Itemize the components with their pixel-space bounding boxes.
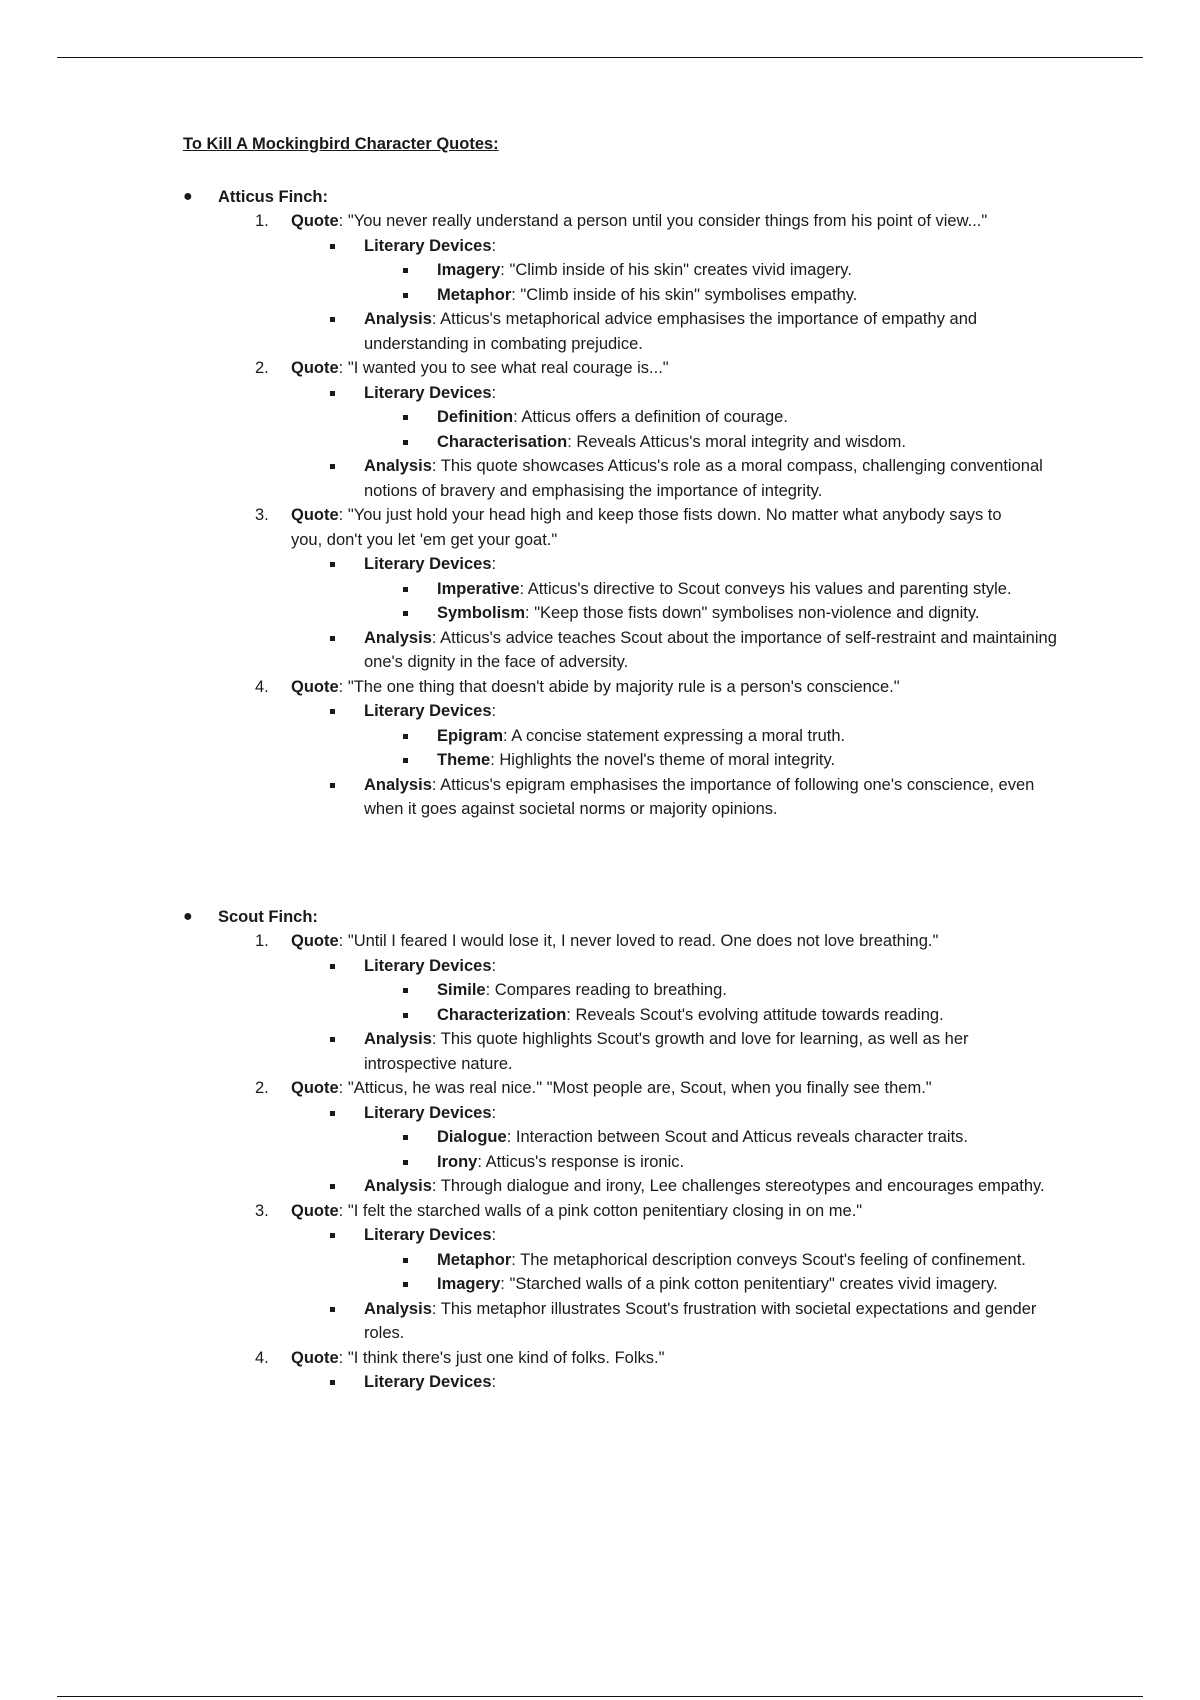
device-text: : Atticus's directive to Scout conveys his values and parenting style. <box>519 579 1012 598</box>
quote-label: Quote <box>291 1079 339 1097</box>
quote-text <box>291 356 1031 381</box>
quote-body: : "I wanted you to see what real courage is..." <box>338 359 669 377</box>
square-bullet-icon <box>330 1380 335 1385</box>
quote-number: 1. <box>255 212 269 230</box>
quote-item <box>183 1076 1083 1101</box>
device-name: Metaphor <box>437 1250 512 1269</box>
quote-body: : "I felt the starched walls of a pink cotton penitentiary closing in on me." <box>338 1201 863 1220</box>
analysis-text: : Through dialogue and irony, Lee challenges stereotypes and encourages empathy. <box>431 1177 1045 1195</box>
square-bullet-icon <box>403 1282 408 1287</box>
literary-devices-heading: Literary Devices: <box>183 1370 1064 1395</box>
square-bullet-icon <box>330 783 335 788</box>
analysis-label: Analysis <box>364 1030 432 1048</box>
device-item <box>183 1272 1067 1297</box>
quote-item <box>183 356 1083 381</box>
analysis-text: : Atticus's advice teaches Scout about the importance of self-restraint and maintaining one's dignity in the face of adversity. <box>364 628 1057 671</box>
square-bullet-icon <box>403 611 408 616</box>
square-bullet-icon <box>403 1258 408 1263</box>
square-bullet-icon <box>330 1037 335 1042</box>
device-text: : Atticus's response is ironic. <box>477 1152 685 1171</box>
bottom-rule <box>57 1696 1143 1697</box>
literary-devices-heading: Literary Devices: <box>183 381 1064 406</box>
quote-label: Quote <box>291 212 339 230</box>
analysis-item <box>183 1027 1064 1076</box>
device-text: : Atticus offers a definition of courage. <box>513 408 788 426</box>
literary-devices-label: Literary Devices <box>364 1373 492 1391</box>
square-bullet-icon <box>403 415 408 420</box>
square-bullet-icon <box>403 587 408 592</box>
literary-devices-heading: Literary Devices: <box>183 1223 1064 1248</box>
square-bullet-icon <box>330 1111 335 1116</box>
square-bullet-icon <box>403 268 408 273</box>
quote-label: Quote <box>291 932 339 950</box>
device-name: Metaphor <box>437 285 512 304</box>
device-item <box>183 1150 1067 1175</box>
quote-body: : "You just hold your head high and keep those fists down. No matter what anybody says to you, don't you let 'em get your goat." <box>291 506 1002 549</box>
literary-devices-label: Literary Devices <box>364 956 492 975</box>
quote-body: : "The one thing that doesn't abide by majority rule is a person's conscience." <box>338 677 900 696</box>
document-body <box>183 132 1083 1395</box>
top-rule <box>57 57 1143 58</box>
quote-text <box>291 675 1031 700</box>
square-bullet-icon <box>403 1135 408 1140</box>
character-name <box>183 905 1083 930</box>
device-text: : Interaction between Scout and Atticus reveals character traits. <box>506 1128 969 1146</box>
square-bullet-icon <box>403 293 408 298</box>
analysis-text: : This metaphor illustrates Scout's frustration with societal expectations and gender roles. <box>364 1299 1037 1342</box>
literary-devices-heading: Literary Devices: <box>183 1101 1064 1126</box>
device-text: : Highlights the novel's theme of moral integrity. <box>490 751 836 769</box>
bullet-icon: ● <box>183 187 193 205</box>
quote-item <box>183 503 1083 552</box>
quote-label: Quote <box>291 1348 339 1367</box>
square-bullet-icon <box>403 988 408 993</box>
character-section-atticus <box>183 185 1083 822</box>
device-text: : "Climb inside of his skin" symbolises empathy. <box>511 285 858 304</box>
device-item <box>183 601 1067 626</box>
analysis-item <box>183 454 1064 503</box>
quote-number: 2. <box>255 359 269 377</box>
quote-label: Quote <box>291 359 339 377</box>
device-name: Simile <box>437 981 486 999</box>
square-bullet-icon <box>403 440 408 445</box>
device-name: Epigram <box>437 726 504 745</box>
device-text: : Reveals Atticus's moral integrity and wisdom. <box>567 432 907 451</box>
literary-devices-label: Literary Devices <box>364 1103 492 1122</box>
quote-text <box>291 209 1031 234</box>
quote-item <box>183 1346 1083 1371</box>
device-name: Imagery <box>437 1275 501 1293</box>
device-text: : A concise statement expressing a moral truth. <box>503 726 846 745</box>
analysis-label: Analysis <box>364 1177 432 1195</box>
device-name: Characterisation <box>437 432 568 451</box>
analysis-label: Analysis <box>364 310 432 328</box>
analysis-text: : Atticus's epigram emphasises the importance of following one's conscience, even when it goes against societal norms or majority opinions. <box>364 775 1035 818</box>
quote-number: 4. <box>255 677 269 696</box>
literary-devices-label: Literary Devices <box>364 383 492 402</box>
analysis-item <box>183 626 1064 675</box>
literary-devices-label: Literary Devices <box>364 236 492 255</box>
device-text: : "Climb inside of his skin" creates vivid imagery. <box>500 261 852 279</box>
device-item <box>183 430 1067 455</box>
quote-label: Quote <box>291 677 339 696</box>
device-name: Dialogue <box>437 1128 507 1146</box>
quote-number: 3. <box>255 1201 269 1220</box>
square-bullet-icon <box>330 1184 335 1189</box>
device-name: Imperative <box>437 579 520 598</box>
quote-text <box>291 929 1031 954</box>
analysis-item <box>183 307 1064 356</box>
square-bullet-icon <box>330 709 335 714</box>
literary-devices-heading: Literary Devices: <box>183 699 1064 724</box>
device-item <box>183 1003 1067 1028</box>
device-name: Theme <box>437 751 491 769</box>
device-item <box>183 283 1067 308</box>
quote-text <box>291 1076 1031 1101</box>
quote-body: : "I think there's just one kind of folks. Folks." <box>338 1348 665 1367</box>
quote-item <box>183 209 1083 234</box>
square-bullet-icon <box>330 562 335 567</box>
analysis-text: : Atticus's metaphorical advice emphasises the importance of empathy and understanding in combating prejudice. <box>364 310 978 353</box>
square-bullet-icon <box>330 391 335 396</box>
square-bullet-icon <box>330 964 335 969</box>
device-text: : "Keep those fists down" symbolises non-violence and dignity. <box>525 604 980 622</box>
device-item <box>183 724 1067 749</box>
square-bullet-icon <box>403 734 408 739</box>
square-bullet-icon <box>403 1013 408 1018</box>
character-name <box>183 185 1083 210</box>
device-text: : "Starched walls of a pink cotton penitentiary" creates vivid imagery. <box>500 1275 998 1293</box>
quote-text <box>291 503 1031 552</box>
square-bullet-icon <box>330 317 335 322</box>
analysis-item <box>183 1297 1064 1346</box>
quote-text <box>291 1199 1031 1224</box>
device-name: Characterization <box>437 1005 567 1024</box>
device-text: : Compares reading to breathing. <box>485 981 727 999</box>
square-bullet-icon <box>330 1233 335 1238</box>
quote-item <box>183 675 1083 700</box>
quote-body: : "Atticus, he was real nice." "Most people are, Scout, when you finally see them." <box>338 1079 932 1097</box>
device-name: Imagery <box>437 261 501 279</box>
document-title: To Kill A Mockingbird Character Quotes: <box>183 135 499 153</box>
device-name: Definition <box>437 408 514 426</box>
quote-label: Quote <box>291 506 339 524</box>
square-bullet-icon <box>330 464 335 469</box>
square-bullet-icon <box>403 758 408 763</box>
quote-label: Quote <box>291 1201 339 1220</box>
device-item <box>183 978 1067 1003</box>
literary-devices-heading: Literary Devices: <box>183 552 1064 577</box>
device-name: Symbolism <box>437 604 526 622</box>
device-item <box>183 405 1067 430</box>
quote-body: : "You never really understand a person until you consider things from his point of view..." <box>338 212 988 230</box>
analysis-label: Analysis <box>364 1299 432 1318</box>
analysis-label: Analysis <box>364 775 432 794</box>
analysis-label: Analysis <box>364 628 432 647</box>
analysis-text: : This quote highlights Scout's growth and love for learning, as well as her introspective nature. <box>364 1030 969 1073</box>
quote-number: 4. <box>255 1348 269 1367</box>
square-bullet-icon <box>330 636 335 641</box>
quote-number: 3. <box>255 506 269 524</box>
device-text: : The metaphorical description conveys Scout's feeling of confinement. <box>511 1250 1026 1269</box>
literary-devices-label: Literary Devices <box>364 555 492 573</box>
quote-item <box>183 929 1083 954</box>
square-bullet-icon <box>403 1160 408 1165</box>
device-item <box>183 748 1067 773</box>
analysis-label: Analysis <box>364 457 432 475</box>
literary-devices-label: Literary Devices <box>364 702 492 720</box>
square-bullet-icon <box>330 244 335 249</box>
character-section-scout <box>183 905 1083 1395</box>
literary-devices-heading: Literary Devices: <box>183 954 1064 979</box>
quote-number: 1. <box>255 932 269 950</box>
literary-devices-heading: Literary Devices: <box>183 234 1064 259</box>
device-item <box>183 1248 1067 1273</box>
analysis-item <box>183 773 1064 822</box>
quote-body: : "Until I feared I would lose it, I never loved to read. One does not love breathing." <box>338 932 939 950</box>
character-name-text: Atticus Finch: <box>218 187 328 206</box>
quote-item <box>183 1199 1083 1224</box>
literary-devices-label: Literary Devices <box>364 1226 492 1244</box>
device-name: Irony <box>437 1152 478 1171</box>
quote-number: 2. <box>255 1079 269 1097</box>
device-item <box>183 1125 1067 1150</box>
character-name-text: Scout Finch: <box>218 907 318 926</box>
analysis-item <box>183 1174 1064 1199</box>
square-bullet-icon <box>330 1307 335 1312</box>
analysis-text: : This quote showcases Atticus's role as a moral compass, challenging conventional notions of bravery and emphasising the importance of integrity. <box>364 457 1043 500</box>
device-item <box>183 577 1067 602</box>
device-item <box>183 258 1067 283</box>
quote-text <box>291 1346 1031 1371</box>
device-text: : Reveals Scout's evolving attitude towards reading. <box>566 1005 944 1024</box>
bullet-icon: ● <box>183 907 193 925</box>
